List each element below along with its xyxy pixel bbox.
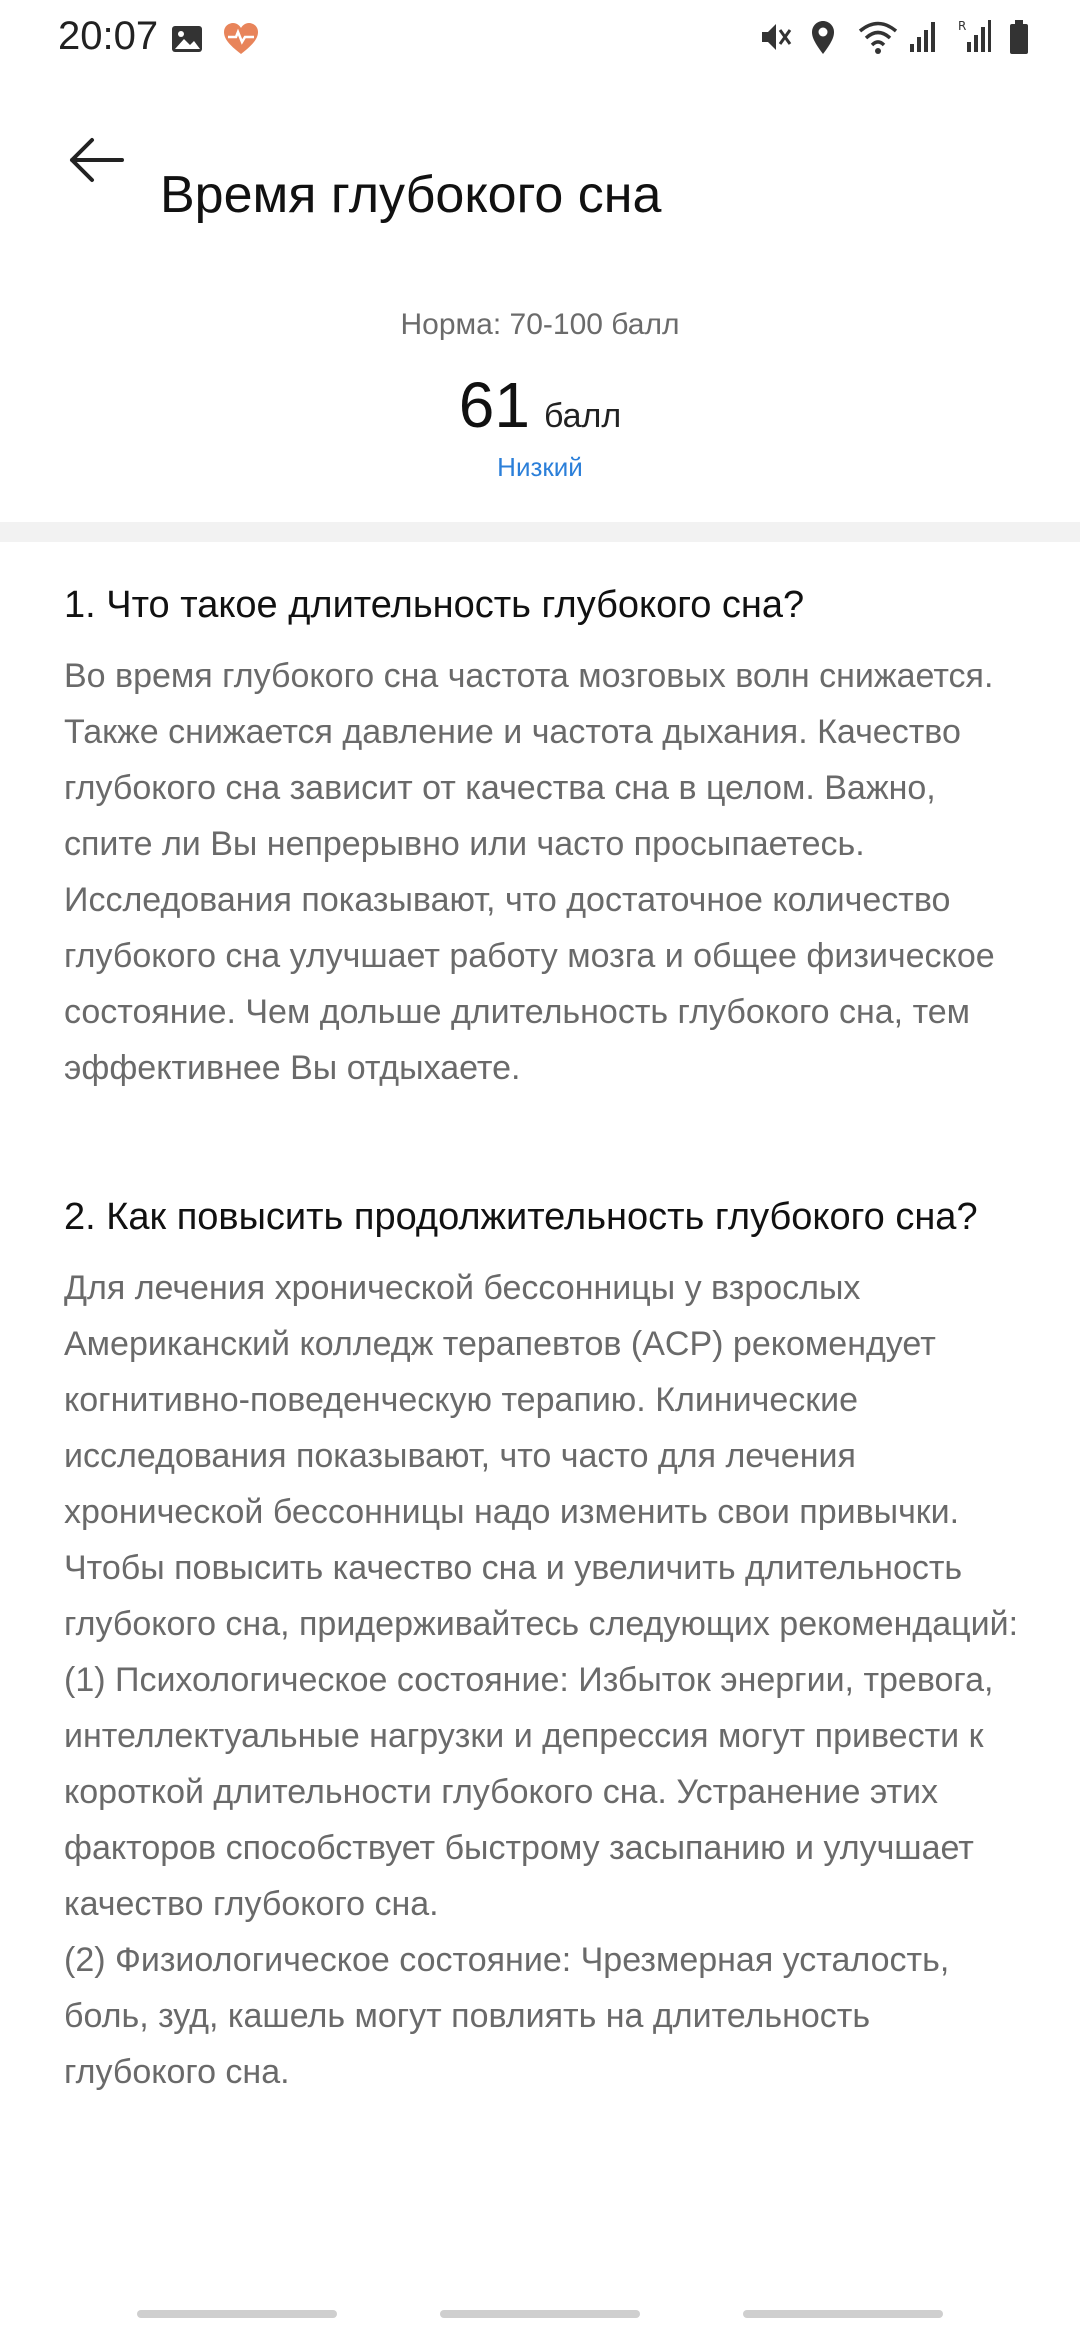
back-arrow-icon: [66, 135, 126, 185]
section-1-heading: 1. Что такое длительность глубокого сна?: [64, 584, 805, 626]
section-1-body: Во время глубокого сна частота мозговых волн снижается. Также снижается давление и частота дыхания. Качество глубокого сна зависит от качества сна в целом. Важно, спите ли Вы непрерывно или часто просыпаетесь. Исследования показывают, что достаточное количество глубокого сна улучшает работу мозга и общее физическое состояние. Чем дольше длительность глубокого сна, тем эффективнее Вы отдыхаете.: [64, 657, 995, 1087]
mute-icon: [758, 18, 792, 56]
nav-handle-right[interactable]: [743, 2310, 943, 2318]
score-summary: [0, 300, 1080, 483]
back-button[interactable]: [56, 120, 136, 200]
status-bar: [0, 0, 1080, 84]
battery-icon: [1008, 18, 1042, 56]
section-2-item-1: (1) Психологическое состояние: Избыток энергии, тревога, интеллектуальные нагрузки и депрессия могут привести к короткой длительности глубокого сна. Устранение этих факторов способствует быстрому засыпанию и улучшает качество глубокого сна.: [64, 1661, 994, 1923]
app-bar: [0, 100, 1080, 224]
status-time: 20:07: [58, 14, 159, 58]
section-divider: [0, 522, 1080, 542]
page-title: Время глубокого сна: [160, 165, 662, 224]
signal-icon: [908, 18, 942, 56]
location-icon: [808, 18, 842, 56]
navigation-bar: [0, 2310, 1080, 2330]
section-spacer: [64, 1096, 1024, 1192]
section-2-heading: 2. Как повысить продолжительность глубокого сна?: [64, 1196, 978, 1238]
nav-handle-left[interactable]: [137, 2310, 337, 2318]
section-2-item-2: (2) Физиологическое состояние: Чрезмерная усталость, боль, зуд, кашель могут повлиять на длительность глубокого сна.: [64, 1941, 950, 2091]
nav-handle-center[interactable]: [440, 2310, 640, 2318]
article-content: [64, 580, 1024, 2100]
norm-range: Норма: 70-100 балл: [400, 308, 680, 341]
score-row: [0, 368, 1080, 442]
roaming-signal-icon: [958, 18, 992, 56]
score-value: 61: [458, 369, 530, 441]
score-unit: балл: [543, 397, 622, 435]
status-left-icons: [170, 20, 256, 58]
wifi-icon: [858, 18, 892, 56]
score-level: Низкий: [497, 452, 583, 482]
section-2-intro: Для лечения хронической бессонницы у взрослых Американский колледж терапевтов (ACP) рекомендует когнитивно-поведенческую терапию. Клинические исследования показывают, что часто для лечения хронической бессонницы надо изменить свои привычки. Чтобы повысить качество сна и увеличить длительность глубокого сна, придерживайтесь следующих рекомендаций:: [64, 1269, 1019, 1643]
image-icon: [170, 20, 204, 58]
svg-text:R: R: [958, 19, 967, 33]
status-right-icons: [758, 18, 1042, 56]
heart-rate-icon: [222, 20, 256, 58]
